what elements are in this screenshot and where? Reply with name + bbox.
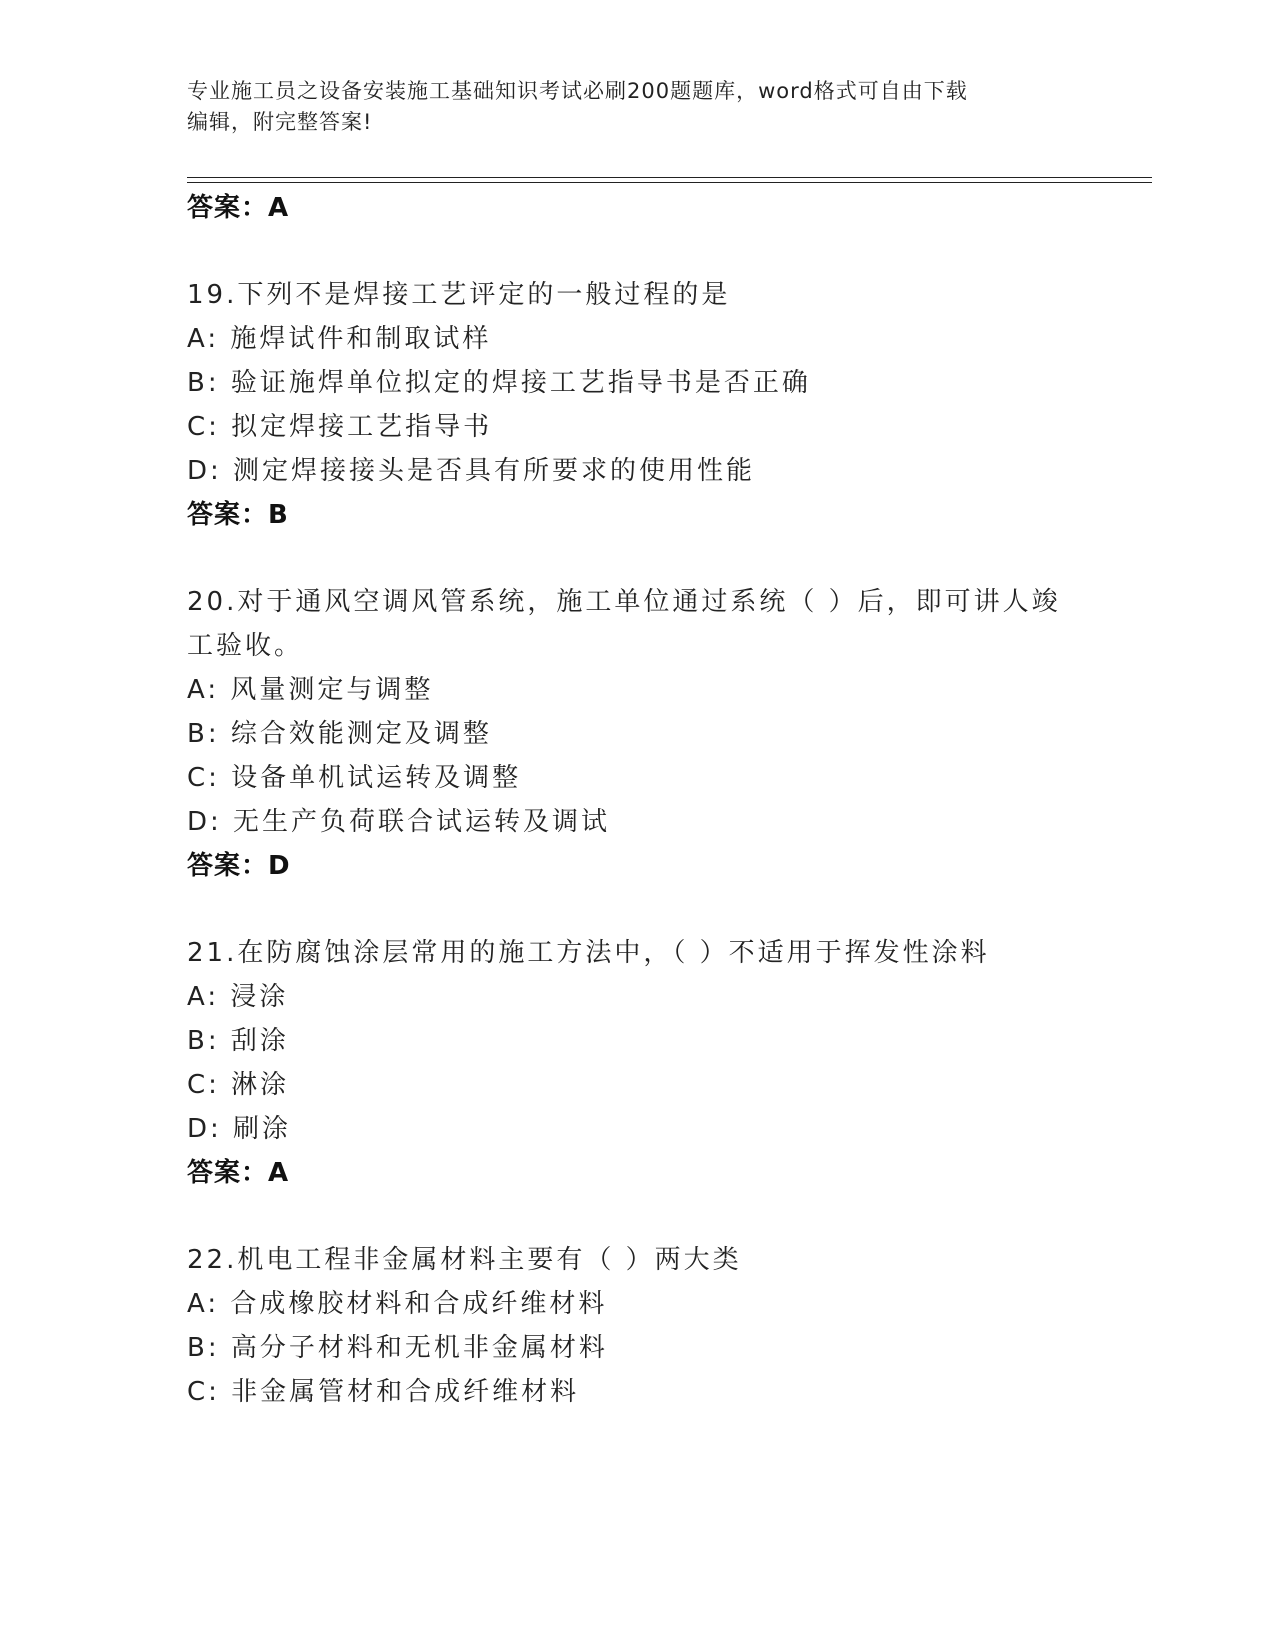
question-20-option-c: C: 设备单机试运转及调整	[187, 763, 522, 793]
question-20-stem: 20.对于通风空调风管系统，施工单位通过系统（ ）后，即可讲人竣	[187, 587, 1061, 617]
question-21-option-b: B: 刮涂	[187, 1026, 289, 1056]
question-21-answer: 答案：A	[187, 1158, 290, 1188]
question-20-option-a: A: 风量测定与调整	[187, 675, 434, 705]
question-20-answer: 答案：D	[187, 851, 291, 881]
previous-answer: 答案：A	[187, 193, 290, 223]
question-22-option-a: A: 合成橡胶材料和合成纤维材料	[187, 1289, 608, 1319]
question-19-stem: 19.下列不是焊接工艺评定的一般过程的是	[187, 280, 731, 310]
document-header	[187, 76, 1067, 138]
question-22-stem: 22.机电工程非金属材料主要有（ ）两大类	[187, 1245, 742, 1275]
question-19-option-d: D: 测定焊接接头是否具有所要求的使用性能	[187, 456, 756, 486]
question-19-option-a: A: 施焊试件和制取试样	[187, 324, 492, 354]
question-19-option-c: C: 拟定焊接工艺指导书	[187, 412, 493, 442]
question-20-option-d: D: 无生产负荷联合试运转及调试	[187, 807, 611, 837]
header-line-1: 专业施工员之设备安装施工基础知识考试必刷200题题库，word格式可自由下载	[187, 79, 968, 103]
header-divider-bottom	[187, 182, 1152, 183]
header-line-2: 编辑，附完整答案!	[187, 110, 373, 134]
question-21-stem: 21.在防腐蚀涂层常用的施工方法中，（ ）不适用于挥发性涂料	[187, 938, 990, 968]
question-19-answer: 答案：B	[187, 500, 289, 530]
header-divider-top	[187, 177, 1152, 178]
question-20-stem-continued: 工验收。	[187, 631, 304, 661]
question-19-option-b: B: 验证施焊单位拟定的焊接工艺指导书是否正确	[187, 368, 811, 398]
question-22-option-c: C: 非金属管材和合成纤维材料	[187, 1377, 580, 1407]
question-21-option-d: D: 刷涂	[187, 1114, 292, 1144]
question-22-option-b: B: 高分子材料和无机非金属材料	[187, 1333, 608, 1363]
question-21-option-a: A: 浸涂	[187, 982, 289, 1012]
question-20-option-b: B: 综合效能测定及调整	[187, 719, 492, 749]
question-21-option-c: C: 淋涂	[187, 1070, 290, 1100]
